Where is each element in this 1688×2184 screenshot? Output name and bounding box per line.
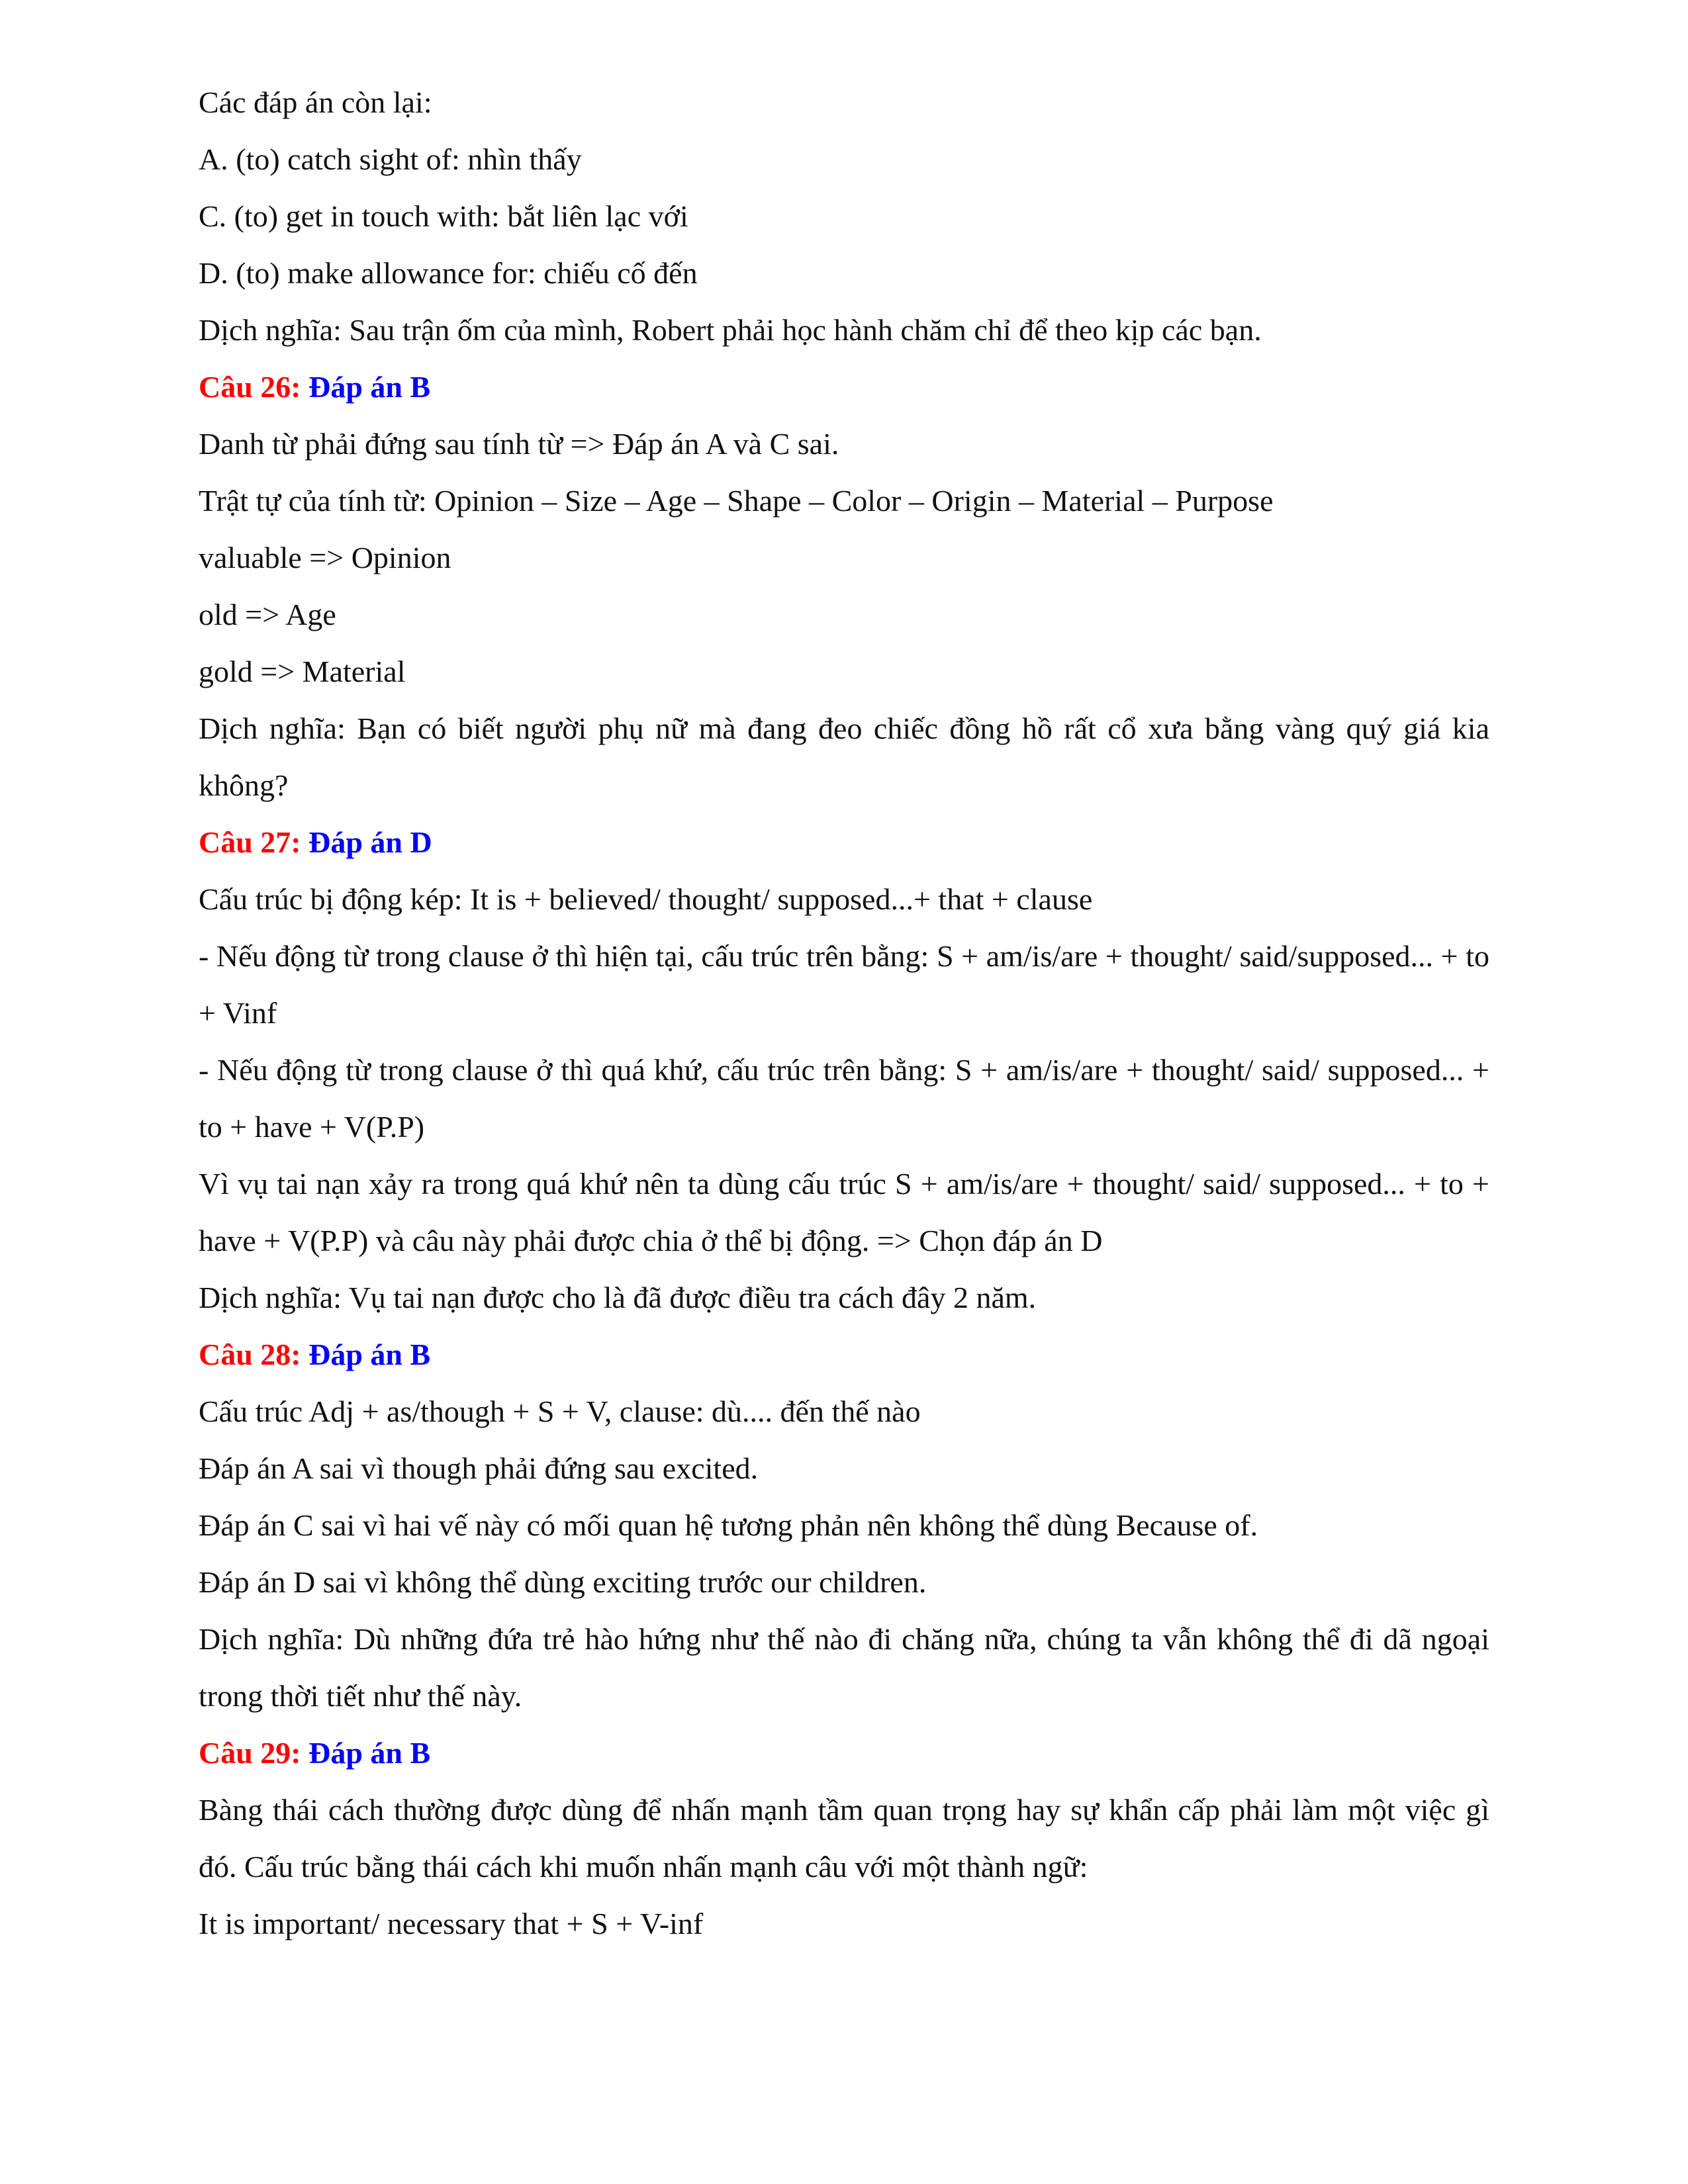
explanation-line: Danh từ phải đứng sau tính từ => Đáp án A và C sai. [199,427,839,461]
explanation-line: Cấu trúc bị động kép: It is + believed/ thought/ supposed...+ that + clause [199,882,1093,916]
explanation-line: Đáp án C sai vì hai vế này có mối quan hệ tương phản nên không thể dùng Because of. [199,1508,1258,1542]
translation-paragraph: Dịch nghĩa: Bạn có biết người phụ nữ mà đang đeo chiếc đồng hồ rất cổ xưa bằng vàng quý giá kia không? [199,711,1489,802]
question-answer: Đáp án D [308,825,432,859]
question-answer: Đáp án B [308,1736,431,1770]
explanation-line: Đáp án A sai vì though phải đứng sau excited. [199,1451,759,1485]
question-answer: Đáp án B [308,1338,431,1371]
explanation-paragraph: - Nếu động từ trong clause ở thì quá khứ, cấu trúc trên bằng: S + am/is/are + thought/ said/ supposed... + to + have + V(P.P) [199,1053,1489,1144]
document-page [199,74,1489,1952]
explanation-line: gold => Material [199,655,406,688]
question-28-heading [199,1326,1489,1383]
explanation-paragraph: Vì vụ tai nạn xảy ra trong quá khứ nên ta dùng cấu trúc S + am/is/are + thought/ said/ supposed... + to + have + V(P.P) và câu này phải được chia ở thể bị động. => Chọn đáp án D [199,1167,1489,1257]
question-answer: Đáp án B [308,370,431,404]
remaining-answers-heading: Các đáp án còn lại: [199,85,432,119]
question-number: Câu 26: [199,370,301,404]
option-c-line: C. (to) get in touch with: bắt liên lạc với [199,199,688,233]
translation-line: Dịch nghĩa: Vụ tai nạn được cho là đã được điều tra cách đây 2 năm. [199,1281,1037,1314]
option-d-line: D. (to) make allowance for: chiếu cố đến [199,256,698,290]
explanation-line: old => Age [199,598,336,631]
explanation-line: Đáp án D sai vì không thể dùng exciting trước our children. [199,1565,927,1599]
option-a-line: A. (to) catch sight of: nhìn thấy [199,142,582,176]
explanation-line: valuable => Opinion [199,541,451,574]
explanation-line: Cấu trúc Adj + as/though + S + V, clause: dù.... đến thế nào [199,1394,921,1428]
question-number: Câu 28: [199,1338,301,1371]
question-26-heading [199,359,1489,416]
question-27-heading [199,814,1489,871]
explanation-paragraph: Bàng thái cách thường được dùng để nhấn mạnh tầm quan trọng hay sự khẩn cấp phải làm một việc gì đó. Cấu trúc bằng thái cách khi muốn nhấn mạnh câu với một thành ngữ: [199,1793,1489,1884]
translation-paragraph: Dịch nghĩa: Dù những đứa trẻ hào hứng như thế nào đi chăng nữa, chúng ta vẫn không thể đi dã ngoại trong thời tiết như thế này. [199,1622,1489,1713]
question-number: Câu 29: [199,1736,301,1770]
question-number: Câu 27: [199,825,301,859]
question-29-heading [199,1725,1489,1782]
formula-line: It is important/ necessary that + S + V-inf [199,1907,704,1940]
translation-line: Dịch nghĩa: Sau trận ốm của mình, Robert phải học hành chăm chỉ để theo kịp các bạn. [199,313,1262,347]
explanation-line: Trật tự của tính từ: Opinion – Size – Age – Shape – Color – Origin – Material – Purpose [199,484,1274,518]
explanation-paragraph: - Nếu động từ trong clause ở thì hiện tại, cấu trúc trên bằng: S + am/is/are + thought/ said/supposed... + to + Vinf [199,939,1489,1030]
